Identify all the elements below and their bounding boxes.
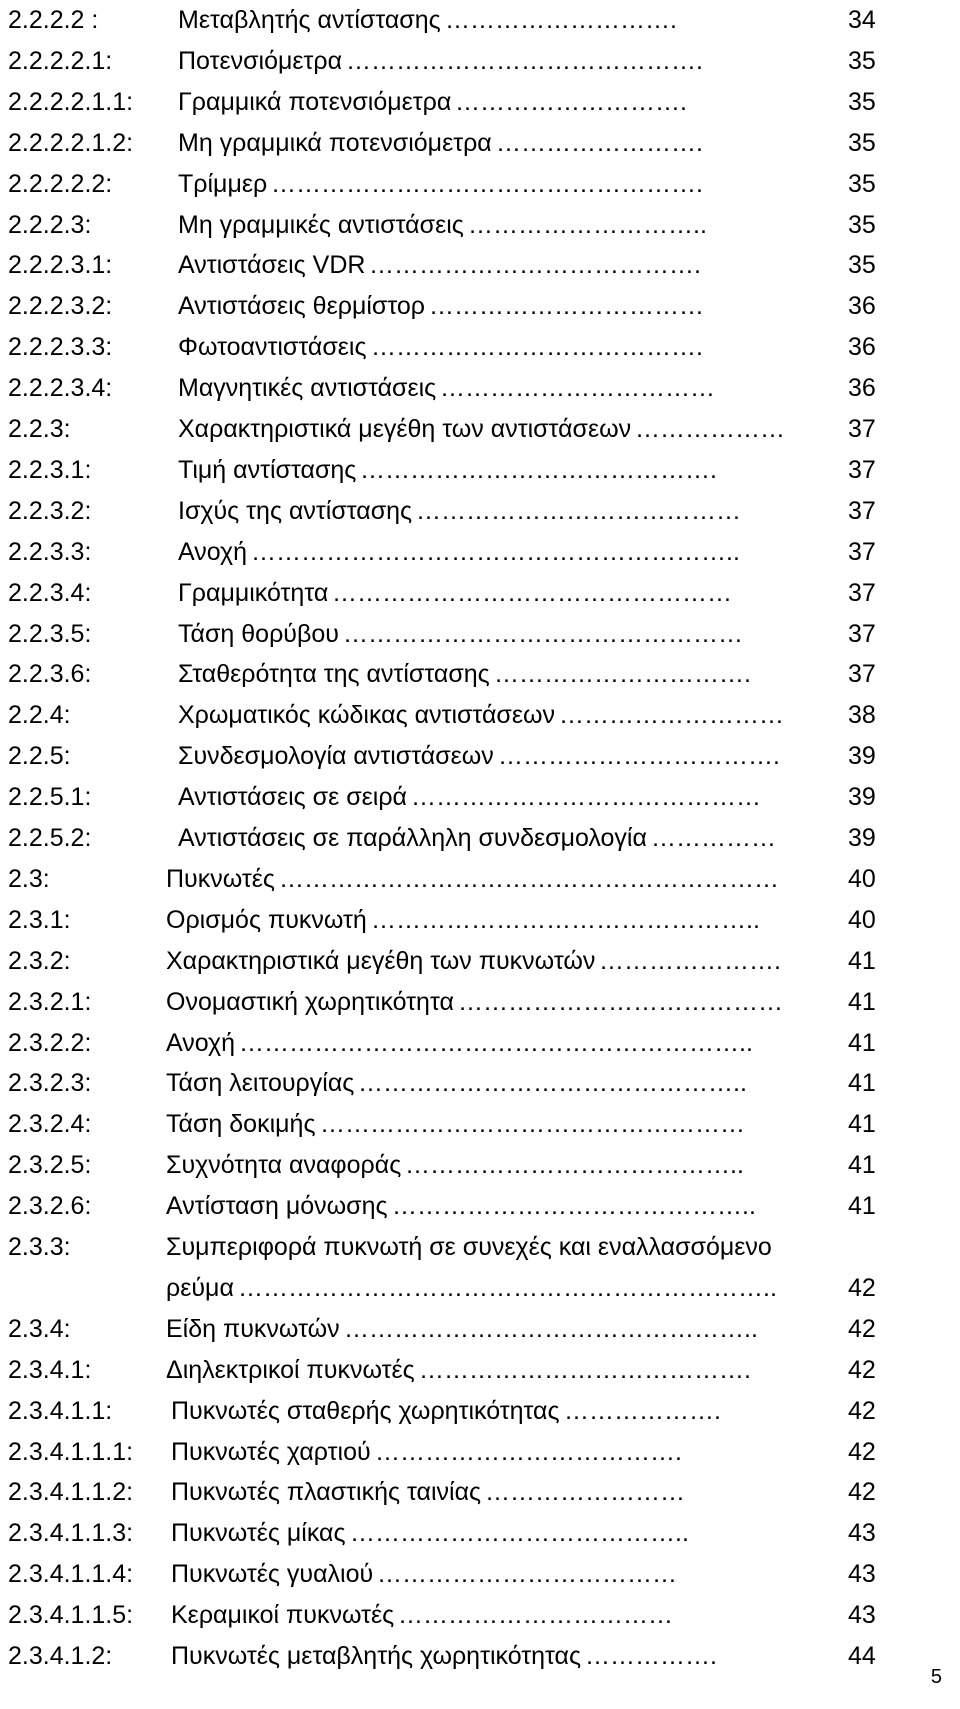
toc-entry-leader: ……………………………………..	[392, 1192, 756, 1221]
toc-entry-title: Αντιστάσεις θερμίστορ	[178, 292, 425, 321]
toc-entry-page: 36	[848, 292, 876, 321]
toc-entry-leader: ……………………………	[398, 1601, 673, 1630]
toc-entry-title: Αντιστάσεις VDR	[178, 251, 366, 280]
toc-entry	[8, 982, 938, 1022]
toc-entry	[8, 1186, 938, 1226]
toc-entry-page: 37	[848, 537, 876, 566]
toc-entry-title: Κεραμικοί πυκνωτές	[171, 1601, 395, 1630]
toc-entry-leader: …………………………………..	[405, 1151, 744, 1180]
toc-entry-number: 2.2.4:	[8, 701, 71, 730]
toc-entry-title: Ανοχή	[166, 1028, 235, 1057]
toc-entry-number: 2.3.4.1.1.1:	[8, 1437, 134, 1466]
toc-entry-number: 2.3.2.3:	[8, 1069, 92, 1098]
toc-entry-number: 2.2.3.1:	[8, 455, 92, 484]
toc-entry-title: Τρίμμερ	[178, 169, 268, 198]
toc-entry-leader: …………………………………..	[350, 1519, 689, 1548]
toc-entry-title: Πυκνωτές μεταβλητής χωρητικότητας	[171, 1642, 582, 1670]
toc-entry-title: Φωτοαντιστάσεις	[178, 333, 367, 362]
toc-entry-page: 35	[848, 46, 876, 75]
toc-entry-leader: ……………………………………………………	[279, 864, 779, 893]
toc-entry-leader: ……………………………	[429, 292, 704, 321]
toc-entry-number: 2.2.2.3:	[8, 210, 92, 239]
toc-entry	[8, 1145, 938, 1185]
toc-entry-page: 35	[848, 87, 876, 116]
toc-entry-title: Χαρακτηριστικά μεγέθη των αντιστάσεων	[178, 415, 632, 443]
toc-entry-page: 37	[848, 660, 876, 689]
toc-entry-number: 2.2.2.2.1.1:	[8, 87, 134, 116]
toc-entry	[8, 1350, 938, 1390]
toc-entry-page: 41	[848, 1028, 876, 1057]
toc-entry-number: 2.3.2.1:	[8, 987, 92, 1016]
toc-entry-leader: ………………	[635, 415, 785, 443]
toc-entry-page: 42	[848, 1355, 876, 1384]
toc-entry-number: 2.3.4:	[8, 1314, 71, 1343]
toc-entry-leader: ………………….	[599, 946, 781, 975]
toc-entry-number: 2.3.4.1:	[8, 1355, 92, 1384]
toc-entry-page: 43	[848, 1601, 876, 1630]
toc-entry-title: Συχνότητα αναφοράς	[166, 1151, 402, 1180]
toc-entry-number: 2.2.2.2.2:	[8, 169, 113, 198]
toc-entry-number: 2.3.3:	[8, 1233, 71, 1261]
toc-entry-number: 2.3.4.1.1.5:	[8, 1601, 134, 1630]
toc-entry-title: Ορισμός πυκνωτή	[166, 905, 367, 934]
toc-entry-page: 43	[848, 1519, 876, 1548]
toc-entry-leader: …………………………………	[458, 987, 783, 1016]
toc-entry-title: Πυκνωτές χαρτιού	[171, 1437, 371, 1466]
toc-entry-number: 2.2.3.6:	[8, 660, 92, 689]
toc-entry-title: Πυκνωτές σταθερής χωρητικότητας	[171, 1396, 560, 1425]
toc-entry-title: Πυκνωτές μίκας	[171, 1519, 346, 1548]
toc-entry-leader: …………………………….	[498, 742, 780, 771]
toc-entry-title: Αντιστάσεις σε παράλληλη συνδεσμολογία	[178, 824, 647, 852]
toc-entry-page: 38	[848, 701, 876, 730]
toc-entry-title: ρεύμα	[166, 1273, 234, 1302]
toc-entry-number: 2.2.5:	[8, 742, 71, 771]
toc-entry-leader: ………………………………………………………..	[238, 1273, 777, 1302]
toc-entry-number: 2.3.4.1.2:	[8, 1642, 113, 1670]
toc-entry-title: Πυκνωτές γυαλιού	[171, 1560, 374, 1589]
toc-entry-title: Διηλεκτρικοί πυκνωτές	[166, 1355, 415, 1384]
toc-entry-number: 2.2.2.3.1:	[8, 251, 113, 280]
toc-entry-page: 37	[848, 496, 876, 525]
toc-entry-title: Χρωματικός κώδικας αντιστάσεων	[178, 701, 556, 730]
toc-entry-number: 2.2.2.3.4:	[8, 374, 113, 403]
toc-entry	[8, 41, 938, 81]
toc-entry-page: 42	[848, 1437, 876, 1466]
toc-entry	[8, 573, 938, 613]
toc-entry-title: Τιμή αντίστασης	[178, 455, 357, 484]
toc-entry-leader: …………………………………………………..	[251, 537, 740, 566]
toc-entry-number: 2.2.3.3:	[8, 537, 92, 566]
toc-entry-leader: …………………………………………….	[271, 169, 703, 198]
toc-entry-title: Ποτενσιόμετρα	[178, 46, 343, 75]
toc-entry-page: 36	[848, 333, 876, 362]
toc-entry-page: 42	[848, 1478, 876, 1507]
toc-entry-title: Συνδεσμολογία αντιστάσεων	[178, 742, 494, 771]
toc-entry-page: 39	[848, 783, 876, 812]
toc-entry-title: Γραμμικά ποτενσιόμετρα	[178, 87, 452, 116]
toc-entry-title: Ονομαστική χωρητικότητα	[166, 987, 454, 1016]
toc-entry-leader: ………………………	[559, 701, 784, 730]
toc-entry-leader: ………………………………….	[371, 333, 703, 362]
toc-entry	[8, 1104, 938, 1144]
toc-entry-leader: ……………………………………	[411, 783, 761, 812]
toc-entry-title: Γραμμικότητα	[178, 578, 329, 607]
toc-entry-leader: ………………………………….	[369, 251, 701, 280]
toc-entry-title: Είδη πυκνωτών	[166, 1314, 340, 1343]
toc-entry-title: Τάση λειτουργίας	[166, 1069, 355, 1098]
toc-entry-page: 37	[848, 619, 876, 648]
toc-entry-leader: ………………………….	[494, 660, 751, 689]
toc-entry	[8, 164, 938, 204]
toc-entry	[8, 0, 938, 40]
toc-entry-page: 41	[848, 946, 876, 975]
toc-entry-leader: ………………………..	[468, 210, 707, 239]
toc-entry	[8, 1268, 938, 1308]
toc-entry	[8, 695, 938, 735]
toc-entry-number: 2.2.3:	[8, 415, 71, 443]
toc-entry-page: 40	[848, 905, 876, 934]
toc-entry-leader: ……………………….	[445, 6, 677, 34]
toc-entry-page: 35	[848, 251, 876, 280]
toc-entry-leader: …………………………………………	[332, 578, 732, 607]
toc-entry-number: 2.2.5.2:	[8, 824, 92, 852]
toc-entry-title: Τάση θορύβου	[178, 619, 339, 648]
toc-entry	[8, 532, 938, 572]
toc-entry-leader: ………………………………………..	[358, 1069, 747, 1098]
toc-entry-title: Ανοχή	[178, 537, 247, 566]
toc-entry	[8, 491, 938, 531]
toc-entry-number: 2.2.2.2.1.2:	[8, 128, 134, 157]
toc-entry	[8, 777, 938, 817]
toc-entry-title: Μαγνητικές αντιστάσεις	[178, 374, 437, 403]
toc-entry-number: 2.3.2.5:	[8, 1151, 92, 1180]
toc-entry-leader: …………………………………….	[346, 46, 703, 75]
toc-entry-leader: ………………………………….	[419, 1355, 751, 1384]
toc-entry	[8, 736, 938, 776]
toc-entry-leader: ………………………………………..	[371, 905, 760, 934]
toc-entry-number: 2.3.2:	[8, 946, 71, 975]
toc-entry-page: 42	[848, 1273, 876, 1302]
toc-entry-leader: …………….	[585, 1642, 717, 1670]
toc-entry	[8, 82, 938, 122]
toc-entry-title: Μεταβλητής αντίστασης	[178, 6, 441, 34]
toc-entry-page: 44	[848, 1642, 876, 1670]
toc-entry	[8, 286, 938, 326]
toc-entry-leader: ……………………….	[455, 87, 687, 116]
toc-entry-leader: …………………………………………..	[344, 1314, 758, 1343]
toc-entry-title: Ισχύς της αντίστασης	[178, 496, 413, 525]
toc-entry-title: Τάση δοκιμής	[166, 1110, 316, 1139]
toc-entry	[8, 1472, 938, 1512]
toc-entry-number: 2.3.2.2:	[8, 1028, 92, 1057]
toc-entry-page: 42	[848, 1396, 876, 1425]
toc-entry-leader: ……………	[651, 824, 776, 852]
toc-entry-number: 2.3.4.1.1.2:	[8, 1478, 134, 1507]
toc-entry	[8, 205, 938, 245]
toc-entry	[8, 818, 938, 858]
toc-entry-page: 41	[848, 1151, 876, 1180]
toc-entry-number: 2.2.3.4:	[8, 578, 92, 607]
toc-entry-page: 41	[848, 987, 876, 1016]
toc-entry-page: 34	[848, 6, 876, 34]
toc-entry	[8, 614, 938, 654]
toc-entry-page: 36	[848, 374, 876, 403]
toc-entry-title: Μη γραμμικές αντιστάσεις	[178, 210, 464, 239]
toc-entry-page: 35	[848, 169, 876, 198]
toc-entry-number: 2.3.1:	[8, 905, 71, 934]
toc-entry-title: Αντίσταση μόνωσης	[166, 1192, 388, 1221]
toc-entry-leader: …………………….	[496, 128, 703, 157]
toc-entry-page: 40	[848, 864, 876, 893]
toc-entry-number: 2.3.2.6:	[8, 1192, 92, 1221]
toc-entry	[8, 409, 938, 449]
toc-entry-number: 2.3.4.1.1.3:	[8, 1519, 134, 1548]
toc-entry-page: 37	[848, 455, 876, 484]
toc-entry	[8, 123, 938, 163]
page-number: 5	[930, 1666, 942, 1688]
toc-entry	[8, 1554, 938, 1594]
toc-entry	[8, 368, 938, 408]
toc-entry-title: Συμπεριφορά πυκνωτή σε συνεχές και εναλλασσόμενο	[166, 1233, 772, 1261]
toc-entry-number: 2.2.2.3.3:	[8, 333, 113, 362]
toc-entry-page: 43	[848, 1560, 876, 1589]
toc-entry	[8, 1636, 938, 1676]
toc-entry-title: Πυκνωτές	[166, 864, 275, 893]
toc-entry-leader: ……………………………………………	[320, 1110, 745, 1139]
toc-entry-number: 2.3.2.4:	[8, 1110, 92, 1139]
toc-entry	[8, 859, 938, 899]
toc-entry	[8, 900, 938, 940]
toc-entry	[8, 1595, 938, 1635]
toc-entry-leader: ………………………………	[377, 1560, 677, 1589]
toc-entry-page: 37	[848, 578, 876, 607]
toc-entry-title: Σταθερότητα της αντίστασης	[178, 660, 490, 689]
toc-entry	[8, 1391, 938, 1431]
toc-entry-page: 35	[848, 210, 876, 239]
toc-entry-title: Χαρακτηριστικά μεγέθη των πυκνωτών	[166, 946, 596, 975]
toc-entry	[8, 654, 938, 694]
toc-entry-number: 2.2.5.1:	[8, 783, 92, 812]
toc-entry-number: 2.2.2.3.2:	[8, 292, 113, 321]
toc-entry-title: Πυκνωτές πλαστικής ταινίας	[171, 1478, 482, 1507]
toc-entry	[8, 1309, 938, 1349]
toc-entry	[8, 1063, 938, 1103]
toc-entry-page: 39	[848, 824, 876, 852]
toc-entry-page: 39	[848, 742, 876, 771]
toc-entry-page: 41	[848, 1110, 876, 1139]
toc-entry-leader: …………………………………	[416, 496, 741, 525]
toc-entry-number: 2.3.4.1.1.4:	[8, 1560, 134, 1589]
toc-entry-number: 2.2.3.2:	[8, 496, 92, 525]
toc-entry-number: 2.2.2.2.1:	[8, 46, 113, 75]
toc-entry	[8, 1513, 938, 1553]
toc-entry-leader: ……………………………	[440, 374, 715, 403]
toc-entry-number: 2.3.4.1.1:	[8, 1396, 113, 1425]
toc-entry-number: 2.2.2.2 :	[8, 6, 99, 34]
toc-entry-leader: ……………………………………………………..	[239, 1028, 753, 1057]
toc-entry	[8, 941, 938, 981]
toc-entry	[8, 1227, 938, 1267]
toc-entry	[8, 450, 938, 490]
toc-entry-number: 2.2.3.5:	[8, 619, 92, 648]
toc-entry-page: 37	[848, 415, 876, 443]
toc-entry-page: 41	[848, 1192, 876, 1221]
toc-entry-leader: ……………….	[564, 1396, 721, 1425]
toc-entry-leader: ……………………	[485, 1478, 685, 1507]
toc-entry-number: 2.3:	[8, 864, 50, 893]
toc-entry	[8, 245, 938, 285]
toc-entry	[8, 327, 938, 367]
toc-entry	[8, 1432, 938, 1472]
toc-entry-leader: …………………………………………	[343, 619, 743, 648]
toc-entry-title: Μη γραμμικά ποτενσιόμετρα	[178, 128, 492, 157]
toc-entry-page: 42	[848, 1314, 876, 1343]
toc-entry-page: 41	[848, 1069, 876, 1098]
toc-entry-page: 35	[848, 128, 876, 157]
toc-entry-leader: ……………………………….	[375, 1437, 682, 1466]
toc-entry-title: Αντιστάσεις σε σειρά	[178, 783, 408, 812]
toc-entry	[8, 1023, 938, 1063]
toc-entry-leader: …………………………………….	[360, 455, 717, 484]
